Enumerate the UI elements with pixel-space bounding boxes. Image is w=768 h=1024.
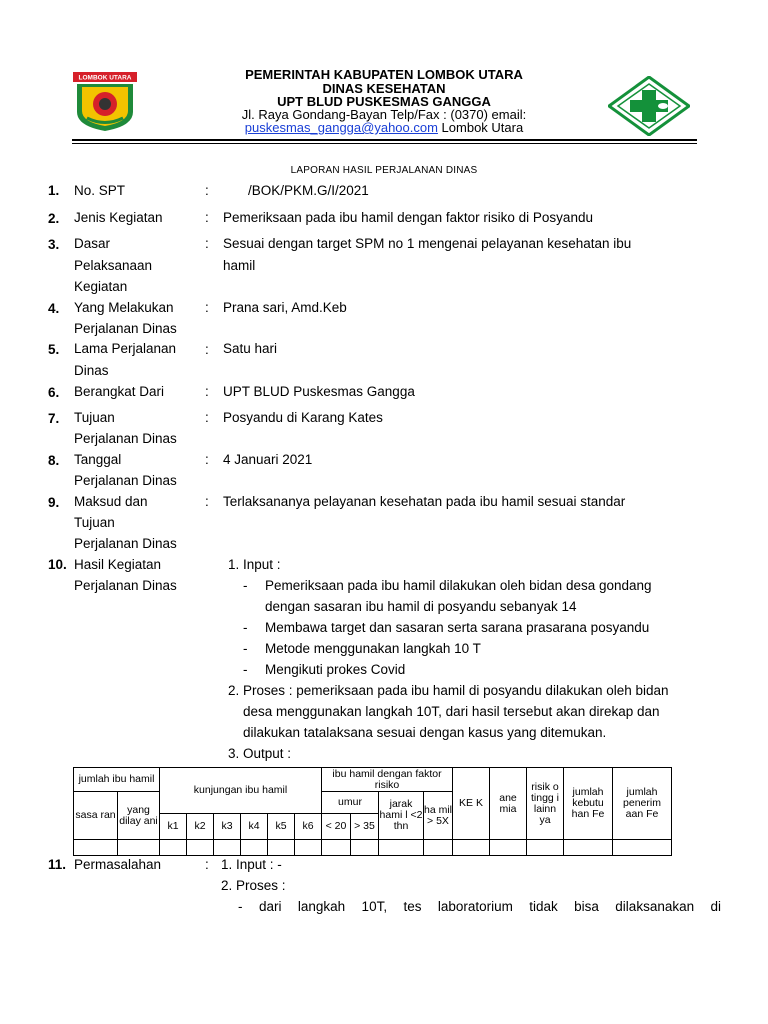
input-bullet: Metode menggunakan langkah 10 T [265, 641, 481, 656]
item-label: Dinas [74, 363, 109, 378]
header-k4: k4 [241, 814, 268, 840]
header-umur-lt20: < 20 [322, 814, 351, 840]
bullet-dash: - [238, 899, 243, 914]
item-label: Perjalanan Dinas [74, 473, 177, 488]
email-link[interactable]: puskesmas_gangga@yahoo.com [244, 120, 438, 135]
header-sasaran: sasa ran [74, 792, 118, 840]
item-number: 7. [48, 411, 60, 426]
svg-text:LOMBOK UTARA: LOMBOK UTARA [78, 74, 132, 82]
item-label: Kegiatan [74, 279, 128, 294]
header-kebutuhan-fe: jumlah kebutu han Fe [564, 768, 613, 840]
header-jarak: jarak hami l <2 thn [379, 792, 424, 840]
table-row [74, 840, 672, 856]
header-city: Lombok Utara [437, 120, 524, 135]
proses-line: 2. Proses : pemeriksaan pada ibu hamil di posyandu dilakukan oleh bidan [228, 683, 669, 698]
input-bullet: Pemeriksaan pada ibu hamil dilakukan oleh bidan desa gondang [265, 578, 652, 593]
item-number: 5. [48, 342, 60, 357]
item-colon: : [205, 183, 209, 198]
item-label: Berangkat Dari [74, 384, 165, 399]
item-number: 6. [48, 385, 60, 400]
item-number: 10. [48, 557, 67, 572]
header-umur: umur [322, 792, 379, 814]
item-value: Terlaksananya pelayanan kesehatan pada ibu hamil sesuai standar [223, 494, 626, 509]
item-label: Hasil Kegiatan [74, 557, 162, 572]
item-label: Permasalahan [74, 857, 162, 872]
item-label: Dasar [74, 236, 111, 251]
item-value: Sesuai dengan target SPM no 1 mengenai pelayanan kesehatan ibu [223, 236, 632, 251]
item-colon: : [205, 384, 209, 399]
proses-line: dilakukan tatalaksana sesuai dengan kasus yang ditemukan. [243, 725, 607, 740]
bullet-dash: - [243, 641, 248, 656]
header-anemia: ane mia [490, 768, 527, 840]
report-title: LAPORAN HASIL PERJALANAN DINAS [290, 165, 478, 176]
item-label: Yang Melakukan [74, 300, 174, 315]
header-penerimaan-fe: jumlah penerim aan Fe [613, 768, 672, 840]
header-k3: k3 [214, 814, 241, 840]
item-number: 2. [48, 211, 60, 226]
item-colon: : [205, 236, 209, 251]
header-risiko-lain: risik o tingg i lainn ya [527, 768, 564, 840]
item-colon: : [205, 410, 209, 425]
item-number: 8. [48, 453, 60, 468]
header-jumlah-ibu-hamil: jumlah ibu hamil [74, 768, 160, 792]
item-label: Tujuan [74, 410, 115, 425]
input-bullet: Membawa target dan sasaran serta sarana prasarana posyandu [265, 620, 650, 635]
item-label: Jenis Kegiatan [74, 210, 163, 225]
item-colon: : [205, 452, 209, 467]
item-value: hamil [223, 258, 256, 273]
problem-bullet: dari langkah 10T, tes laboratorium tidak bisa dilaksanakan di [259, 899, 721, 914]
item-value: Prana sari, Amd.Keb [223, 300, 347, 315]
item-label: Perjalanan Dinas [74, 536, 177, 551]
header-address: Jl. Raya Gondang-Bayan Telp/Fax : (0370) email: [241, 107, 527, 122]
item-label: Perjalanan Dinas [74, 431, 177, 446]
bullet-dash: - [243, 662, 248, 677]
item-value: UPT BLUD Puskesmas Gangga [223, 384, 415, 399]
item-colon: : [205, 342, 209, 357]
item-label: No. SPT [74, 183, 126, 198]
item-value: /BOK/PKM.G/I/2021 [248, 183, 369, 198]
item-number: 3. [48, 237, 60, 252]
item-label: Pelaksanaan [74, 258, 153, 273]
header-line-2: DINAS KESEHATAN [322, 81, 446, 96]
item-value: Satu hari [223, 341, 278, 356]
item-number: 9. [48, 495, 60, 510]
item-number: 1. [48, 183, 60, 198]
header-divider-thin [72, 143, 697, 144]
input-heading: 1. Input : [228, 557, 281, 572]
header-line-1: PEMERINTAH KABUPATEN LOMBOK UTARA [245, 67, 523, 82]
header-k2: k2 [187, 814, 214, 840]
item-colon: : [205, 210, 209, 225]
item-number: 4. [48, 301, 60, 316]
header-k5: k5 [268, 814, 295, 840]
header-k6: k6 [295, 814, 322, 840]
item-label: Tanggal [74, 452, 122, 467]
item-colon: : [205, 857, 209, 872]
item-value: Posyandu di Karang Kates [223, 410, 383, 425]
problem-input: 1. Input : - [221, 857, 282, 872]
header-line-3: UPT BLUD PUSKESMAS GANGGA [277, 94, 491, 109]
header-umur-gt35: > 35 [351, 814, 379, 840]
header-divider [72, 139, 697, 141]
header-kek: KE K [453, 768, 490, 840]
problem-proses: 2. Proses : [221, 878, 286, 893]
header-kunjungan: kunjungan ibu hamil [160, 768, 322, 814]
item-value: Pemeriksaan pada ibu hamil dengan faktor risiko di Posyandu [223, 210, 593, 225]
item-label: Maksud dan [74, 494, 148, 509]
proses-line: desa menggunakan langkah 10T, dari hasil tersebut akan direkap dan [243, 704, 660, 719]
puskesmas-cross-logo [608, 76, 690, 136]
item-label: Perjalanan Dinas [74, 321, 177, 336]
item-label: Perjalanan Dinas [74, 578, 177, 593]
item-colon: : [205, 494, 209, 509]
item-value: 4 Januari 2021 [223, 452, 313, 467]
output-table [73, 767, 672, 856]
item-label: Lama Perjalanan [74, 341, 177, 356]
item-label: Tujuan [74, 515, 115, 530]
input-bullet: dengan sasaran ibu hamil di posyandu sebanyak 14 [265, 599, 577, 614]
header-yang-dilayani: yang dilay ani [118, 792, 160, 840]
input-bullet: Mengikuti prokes Covid [265, 662, 406, 677]
header-k1: k1 [160, 814, 187, 840]
header-faktor-risiko: ibu hamil dengan faktor risiko [322, 768, 453, 792]
header-hamil-5x: ha mil > 5X [424, 792, 453, 840]
output-heading: 3. Output : [228, 746, 292, 761]
item-number: 11. [48, 857, 67, 872]
bullet-dash: - [243, 620, 248, 635]
item-colon: : [205, 300, 209, 315]
bullet-dash: - [243, 578, 248, 593]
